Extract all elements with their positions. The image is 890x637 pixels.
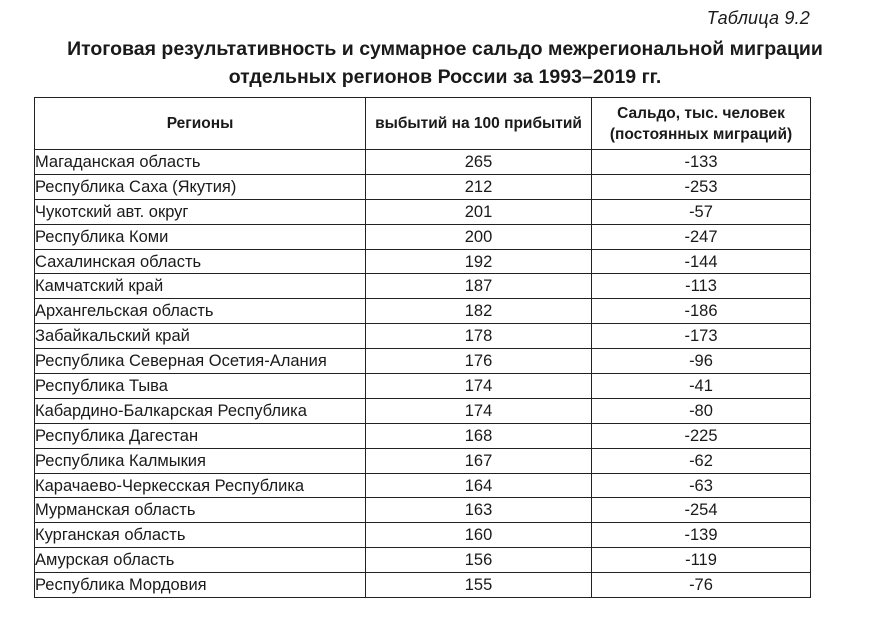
- region-cell: Чукотский авт. округ: [35, 199, 366, 224]
- region-cell: Магаданская область: [35, 150, 366, 175]
- region-cell: Республика Саха (Якутия): [35, 174, 366, 199]
- ratio-cell: 168: [366, 423, 592, 448]
- balance-cell: -186: [592, 299, 811, 324]
- ratio-cell: 174: [366, 374, 592, 399]
- region-cell: Республика Северная Осетия-Алания: [35, 349, 366, 374]
- balance-cell: -63: [592, 473, 811, 498]
- ratio-cell: 200: [366, 224, 592, 249]
- ratio-cell: 265: [366, 150, 592, 175]
- ratio-cell: 164: [366, 473, 592, 498]
- table-row: [35, 349, 811, 374]
- balance-cell: -96: [592, 349, 811, 374]
- header-balance-line-1: Сальдо, тыс. человек: [617, 104, 785, 122]
- table-body: [35, 150, 811, 598]
- ratio-cell: 156: [366, 548, 592, 573]
- ratio-cell: 182: [366, 299, 592, 324]
- table-row: [35, 374, 811, 399]
- table-row: [35, 150, 811, 175]
- ratio-cell: 155: [366, 573, 592, 598]
- table-row: [35, 423, 811, 448]
- balance-cell: -76: [592, 573, 811, 598]
- region-cell: Кабардино-Балкарская Республика: [35, 398, 366, 423]
- balance-cell: -57: [592, 199, 811, 224]
- balance-cell: -113: [592, 274, 811, 299]
- region-cell: Забайкальский край: [35, 324, 366, 349]
- table-row: [35, 398, 811, 423]
- balance-cell: -144: [592, 249, 811, 274]
- balance-cell: -119: [592, 548, 811, 573]
- table-row: [35, 498, 811, 523]
- region-cell: Республика Мордовия: [35, 573, 366, 598]
- ratio-cell: 212: [366, 174, 592, 199]
- header-balance: [592, 98, 811, 150]
- region-cell: Камчатский край: [35, 274, 366, 299]
- balance-cell: -253: [592, 174, 811, 199]
- table-row: [35, 174, 811, 199]
- balance-cell: -225: [592, 423, 811, 448]
- region-cell: Амурская область: [35, 548, 366, 573]
- ratio-cell: 192: [366, 249, 592, 274]
- migration-table: [34, 97, 811, 598]
- table-row: [35, 199, 811, 224]
- balance-cell: -41: [592, 374, 811, 399]
- balance-cell: -80: [592, 398, 811, 423]
- balance-cell: -254: [592, 498, 811, 523]
- region-cell: Архангельская область: [35, 299, 366, 324]
- balance-cell: -62: [592, 448, 811, 473]
- ratio-cell: 160: [366, 523, 592, 548]
- table-row: [35, 224, 811, 249]
- table-row: [35, 573, 811, 598]
- table-header-row: [35, 98, 811, 150]
- region-cell: Республика Тыва: [35, 374, 366, 399]
- ratio-cell: 178: [366, 324, 592, 349]
- header-ratio: выбытий на 100 прибытий: [366, 98, 592, 150]
- ratio-cell: 201: [366, 199, 592, 224]
- table-row: [35, 473, 811, 498]
- balance-cell: -173: [592, 324, 811, 349]
- table-row: [35, 299, 811, 324]
- region-cell: Республика Калмыкия: [35, 448, 366, 473]
- table-row: [35, 448, 811, 473]
- balance-cell: -247: [592, 224, 811, 249]
- table-title: [0, 35, 890, 91]
- table-title-line-1: Итоговая результативность и суммарное сальдо межрегиональной миграции: [67, 38, 823, 60]
- region-cell: Республика Коми: [35, 224, 366, 249]
- table-row: [35, 274, 811, 299]
- ratio-cell: 187: [366, 274, 592, 299]
- table-row: [35, 324, 811, 349]
- table-row: [35, 548, 811, 573]
- header-balance-line-2: (постоянных миграций): [609, 125, 793, 143]
- region-cell: Сахалинская область: [35, 249, 366, 274]
- balance-cell: -133: [592, 150, 811, 175]
- table-caption: Таблица 9.2: [706, 8, 810, 28]
- ratio-cell: 163: [366, 498, 592, 523]
- header-region: Регионы: [35, 98, 366, 150]
- balance-cell: -139: [592, 523, 811, 548]
- ratio-cell: 167: [366, 448, 592, 473]
- table-row: [35, 523, 811, 548]
- ratio-cell: 174: [366, 398, 592, 423]
- table-row: [35, 249, 811, 274]
- region-cell: Мурманская область: [35, 498, 366, 523]
- ratio-cell: 176: [366, 349, 592, 374]
- region-cell: Карачаево-Черкесская Республика: [35, 473, 366, 498]
- region-cell: Курганская область: [35, 523, 366, 548]
- table-title-line-2: отдельных регионов России за 1993–2019 гг.: [228, 66, 662, 88]
- region-cell: Республика Дагестан: [35, 423, 366, 448]
